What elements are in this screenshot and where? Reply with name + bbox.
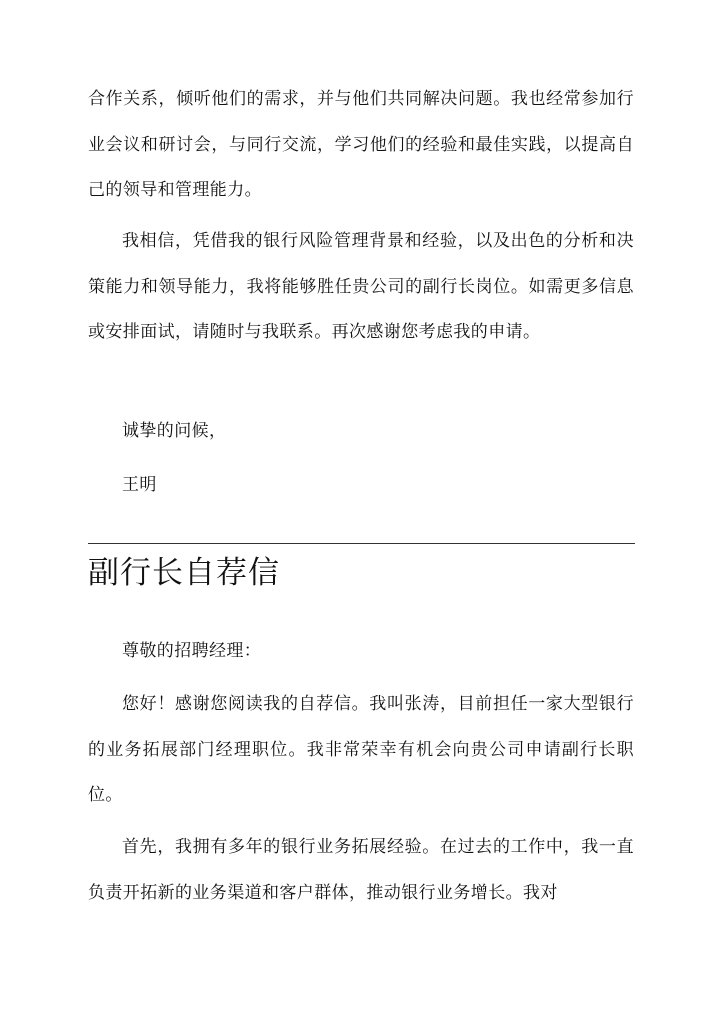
section-divider xyxy=(88,543,635,544)
letter2-paragraph-intro: 您好！感谢您阅读我的自荐信。我叫张涛，目前担任一家大型银行的业务拓展部门经理职位。我非常荣幸有机会向贵公司申请副行长职位。 xyxy=(88,694,634,805)
letter1-paragraph-closing: 我相信，凭借我的银行风险管理背景和经验，以及出色的分析和决策能力和领导能力，我将能够胜任贵公司的副行长岗位。如需更多信息或安排面试，请随时与我联系。再次感谢您考虑我的申请。 xyxy=(88,231,634,342)
letter2-paragraph-first: 首先，我拥有多年的银行业务拓展经验。在过去的工作中，我一直负责开拓新的业务渠道和客户群体，推动银行业务增长。我对 xyxy=(88,837,634,903)
letter1-closing-salutation: 诚挚的问候， xyxy=(122,421,227,441)
letter2-greeting: 尊敬的招聘经理： xyxy=(122,641,262,661)
letter1-paragraph-continued: 合作关系，倾听他们的需求，并与他们共同解决问题。我也经常参加行业会议和研讨会，与同行交流，学习他们的经验和最佳实践，以提高自己的领导和管理能力。 xyxy=(88,89,634,200)
letter1-signature: 王明 xyxy=(122,475,157,495)
letter2-title: 副行长自荐信 xyxy=(88,555,280,591)
